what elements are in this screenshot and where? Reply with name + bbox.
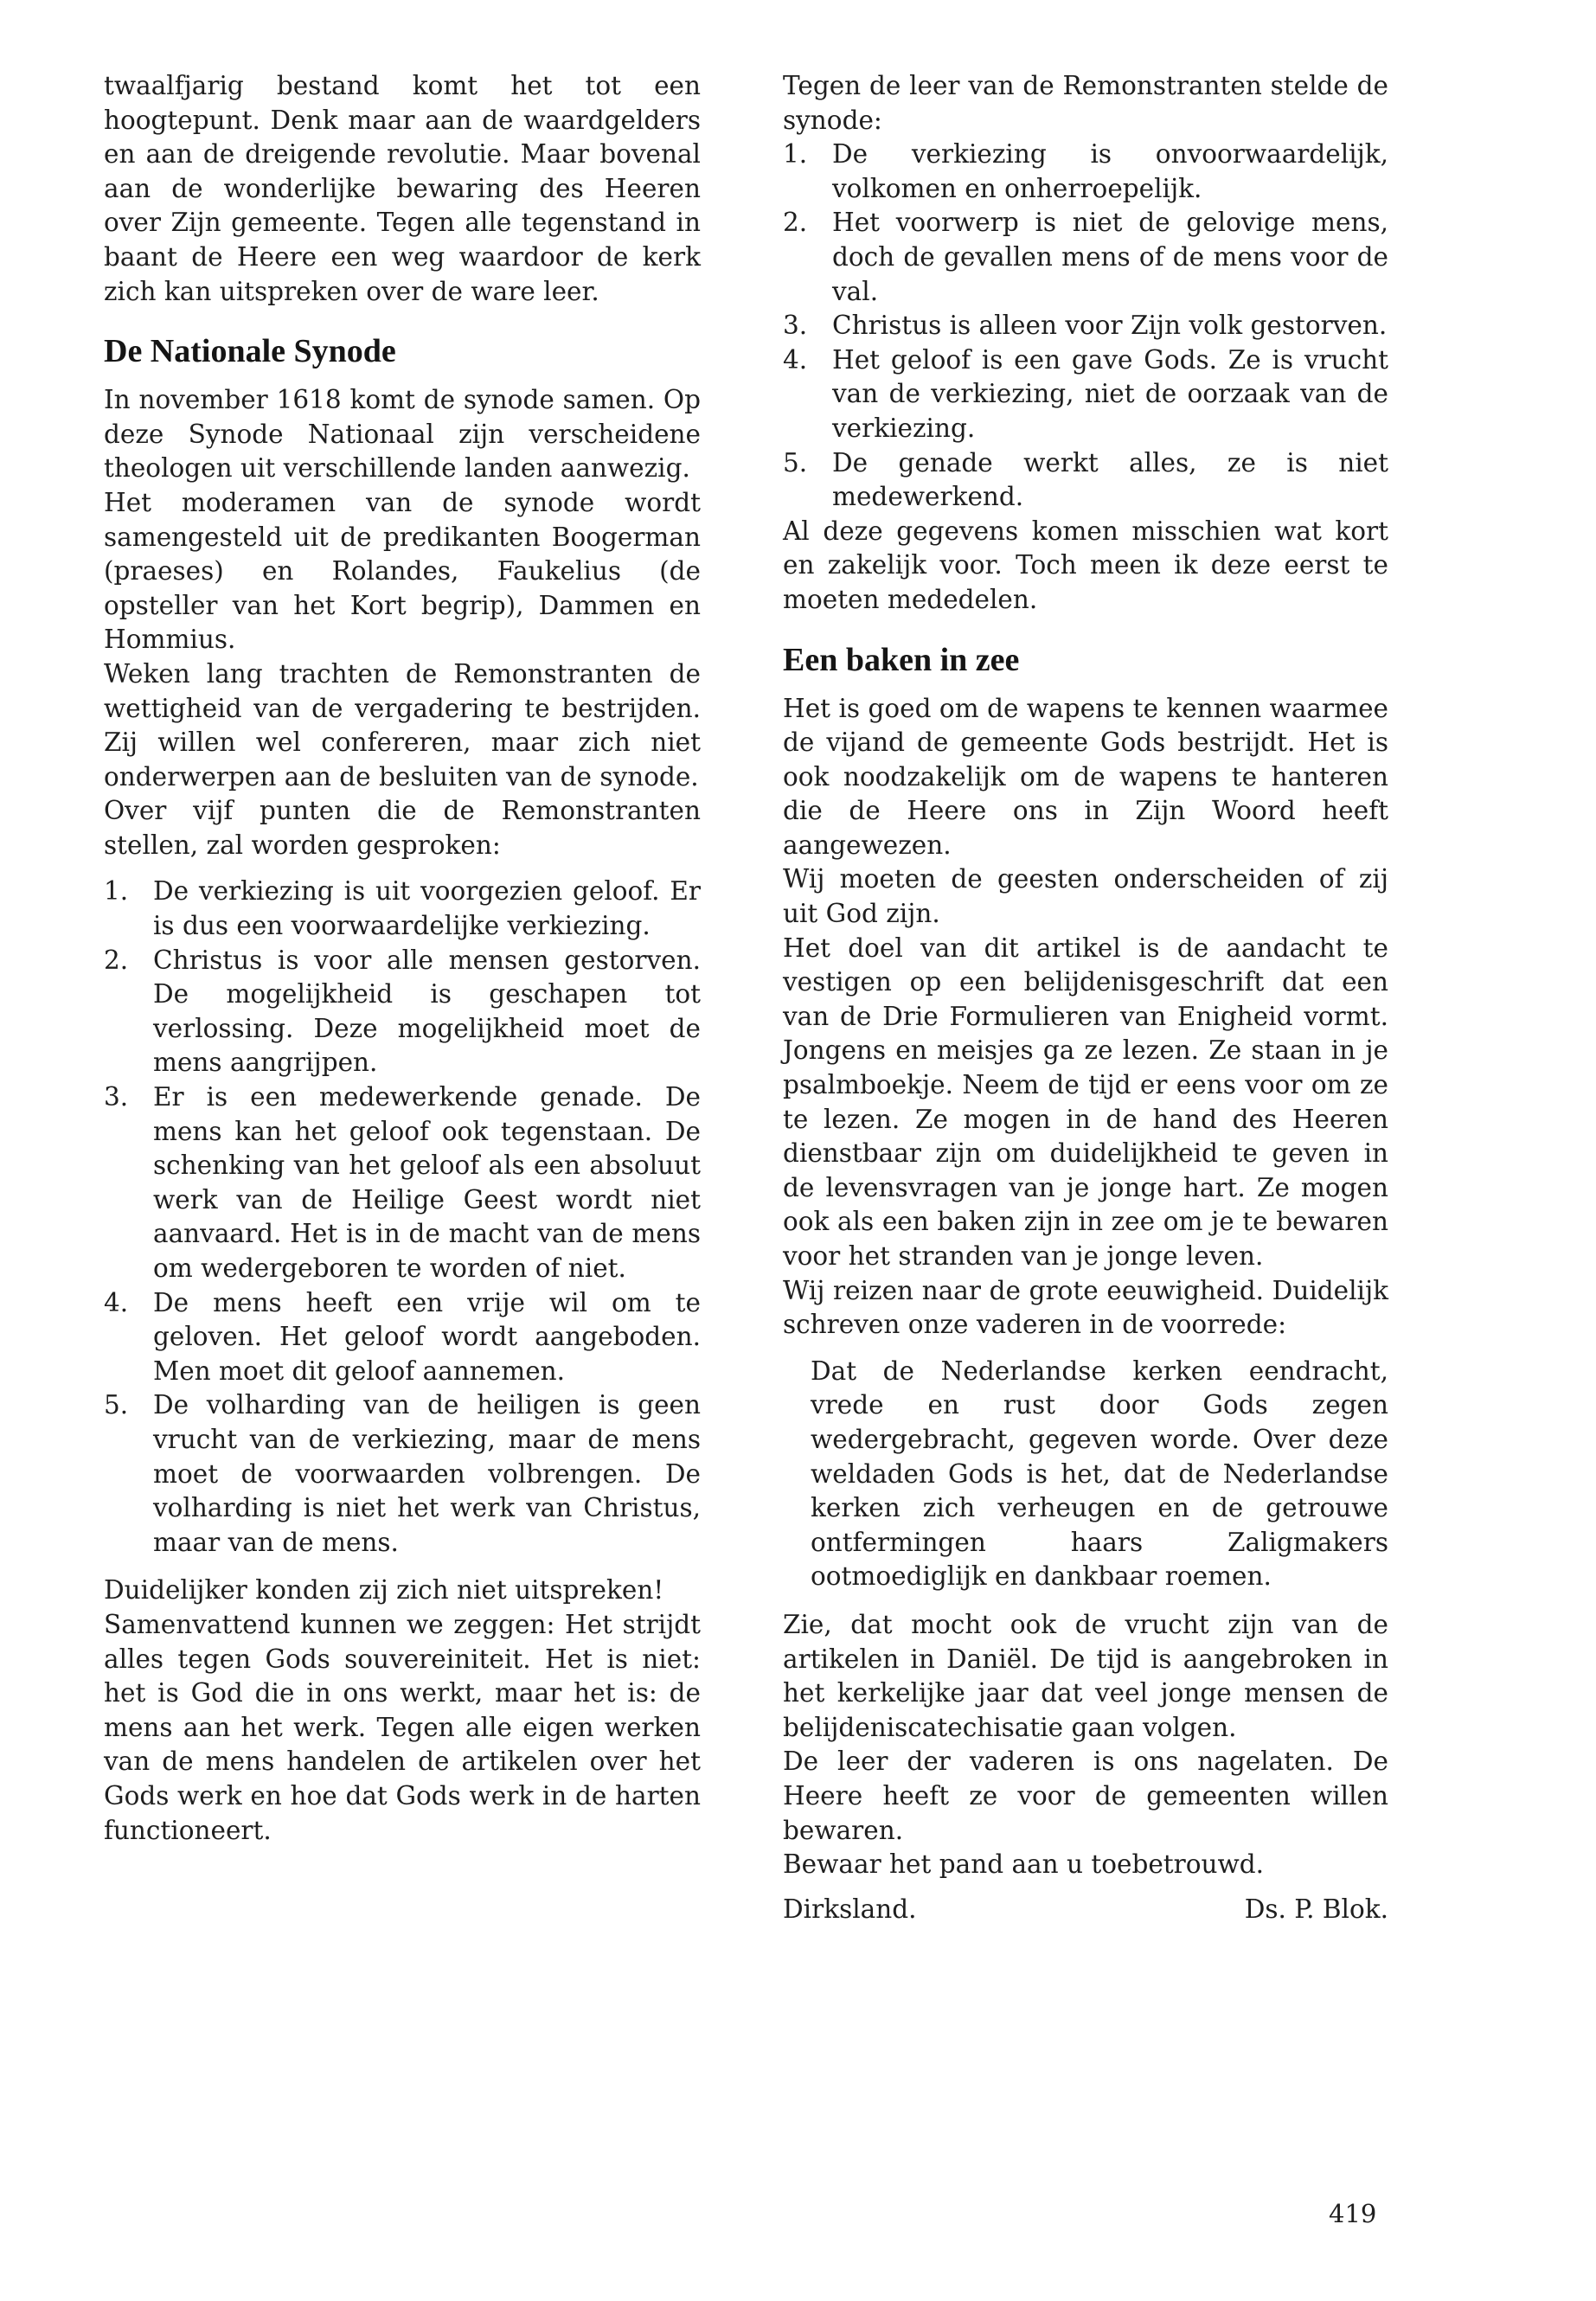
- list-item: 5. De genade werkt alles, ze is niet medewerkend.: [783, 447, 1388, 512]
- paragraph: Samenvattend kunnen we zeggen: Het strijdt alles tegen Gods souvereiniteit. Het is niet: het is God die in ons werkt, maar het is: de mens aan het werk. Tegen alle eigen werken van de mens handelen de artikelen over het Gods werk en hoe dat Gods werk in de harten functioneert.: [104, 1609, 701, 1845]
- synod-points-list: [783, 138, 1388, 515]
- paragraph: De leer der vaderen is ons nagelaten. De Heere heeft ze voor de gemeenten willen bewaren.: [783, 1747, 1388, 1845]
- paragraph: Duidelijker konden zij zich niet uitspreken!: [104, 1575, 664, 1606]
- list-item: 2. Christus is voor alle mensen gestorven. De mogelijkheid is geschapen tot verlossing. Deze mogelijkheid moet de mens aangrijpen.: [104, 945, 701, 1078]
- right-column: [783, 69, 1388, 1926]
- list-item: 5. De volharding van de heiligen is geen vrucht van de verkiezing, maar de mens moet de voorwaarden volbrengen. De volharding is niet het werk van Christus, maar van de mens.: [104, 1390, 701, 1557]
- left-column: [104, 69, 701, 1848]
- list-item: 3. Christus is alleen voor Zijn volk gestorven.: [783, 311, 1388, 341]
- paragraph: Het moderamen van de synode wordt samengesteld uit de predikanten Boogerman (praeses) en Rolandes, Faukelius (de opsteller van het Kort begrip), Dammen en Hommius.: [104, 487, 701, 655]
- paragraph: Wij reizen naar de grote eeuwigheid. Duidelijk schreven onze vaderen in de voorrede:: [783, 1275, 1388, 1340]
- paragraph: Het doel van dit artikel is de aandacht te vestigen op een belijdenisgeschrift dat een van de Drie Formulieren van Enigheid vormt. Jongens en meisjes ga ze lezen. Ze staan in je psalmboekje. Neem de tijd er eens voor om ze te lezen. Ze mogen in de hand des Heeren dienstbaar zijn om duidelijkheid te geven in de levensvragen van je jonge hart. Ze mogen ook als een baken zijn in zee om je te bewaren voor het stranden van je jonge leven.: [783, 933, 1388, 1271]
- paragraph: Wij moeten de geesten onderscheiden of zij uit God zijn.: [783, 864, 1388, 929]
- list-item: 4. De mens heeft een vrije wil om te geloven. Het geloof wordt aangeboden. Men moet dit geloof aannemen.: [104, 1287, 701, 1386]
- paragraph: In november 1618 komt de synode samen. Op deze Synode Nationaal zijn verscheidene theologen uit verschillende landen aanwezig.: [104, 385, 701, 484]
- list-item: 3. Er is een medewerkende genade. De mens kan het geloof ook tegenstaan. De schenking van het geloof als een absoluut werk van de Heilige Geest wordt niet aanvaard. Het is in de macht van de mens om wedergeboren te worden of niet.: [104, 1082, 701, 1283]
- intro-paragraph: Tegen de leer van de Remonstranten stelde de synode:: [783, 71, 1388, 135]
- intro-paragraph: twaalfjarig bestand komt het tot een hoogtepunt. Denk maar aan de waardgelders en aan de dreigende revolutie. Maar bovenal aan de wonderlijke bewaring des Heeren over Zijn gemeente. Tegen alle tegenstand in baant de Heere een weg waardoor de kerk zich kan uitspreken over de ware leer.: [104, 71, 701, 306]
- list-item: 1. De verkiezing is onvoorwaardelijk, volkomen en onherroepelijk.: [783, 139, 1388, 203]
- paragraph: Weken lang trachten de Remonstranten de wettigheid van de vergadering te bestrijden. Zij willen wel confereren, maar zich niet onderwerpen aan de besluiten van de synode.: [104, 658, 701, 792]
- signature-line: [783, 1893, 1388, 1927]
- page-number: 419: [1329, 2199, 1377, 2228]
- paragraph: Bewaar het pand aan u toebetrouwd.: [783, 1849, 1265, 1880]
- quotation-block: Dat de Nederlandse kerken eendracht, vrede en rust door Gods zegen wedergebracht, gegeven worde. Over deze weldaden Gods is het, dat de Nederlandse kerken zich verheugen en de getrouwe ontfermingen haars Zaligmakers ootmoediglijk en dankbaar roemen.: [811, 1356, 1388, 1592]
- signature-author: Ds. P. Blok.: [1244, 1894, 1388, 1924]
- paragraph: Over vijf punten die de Remonstranten stellen, zal worden gesproken:: [104, 796, 701, 860]
- paragraph: Het is goed om de wapens te kennen waarmee de vijand de gemeente Gods bestrijdt. Het is ook noodzakelijk om de wapens te hanteren die de Heere ons in Zijn Woord heeft aangewezen.: [783, 693, 1388, 860]
- paragraph: Zie, dat mocht ook de vrucht zijn van de artikelen in Daniël. De tijd is aangebroken in het kerkelijke jaar dat veel jonge mensen de belijdeniscatechisatie gaan volgen.: [783, 1609, 1388, 1742]
- section-heading-baken-in-zee: Een baken in zee: [783, 641, 1020, 678]
- section-heading-nationale-synode: De Nationale Synode: [104, 333, 396, 370]
- remonstrant-points-list: [104, 875, 701, 1560]
- signature-place: Dirksland.: [783, 1894, 917, 1924]
- paragraph: Al deze gegevens komen misschien wat kort en zakelijk voor. Toch meen ik deze eerst te moeten mededelen.: [783, 516, 1388, 614]
- list-item: 2. Het voorwerp is niet de gelovige mens, doch de gevallen mens of de mens voor de val.: [783, 208, 1388, 306]
- list-item: 4. Het geloof is een gave Gods. Ze is vrucht van de verkiezing, niet de oorzaak van de verkiezing.: [783, 344, 1388, 443]
- list-item: 1. De verkiezing is uit voorgezien geloof. Er is dus een voorwaardelijke verkiezing.: [104, 876, 701, 941]
